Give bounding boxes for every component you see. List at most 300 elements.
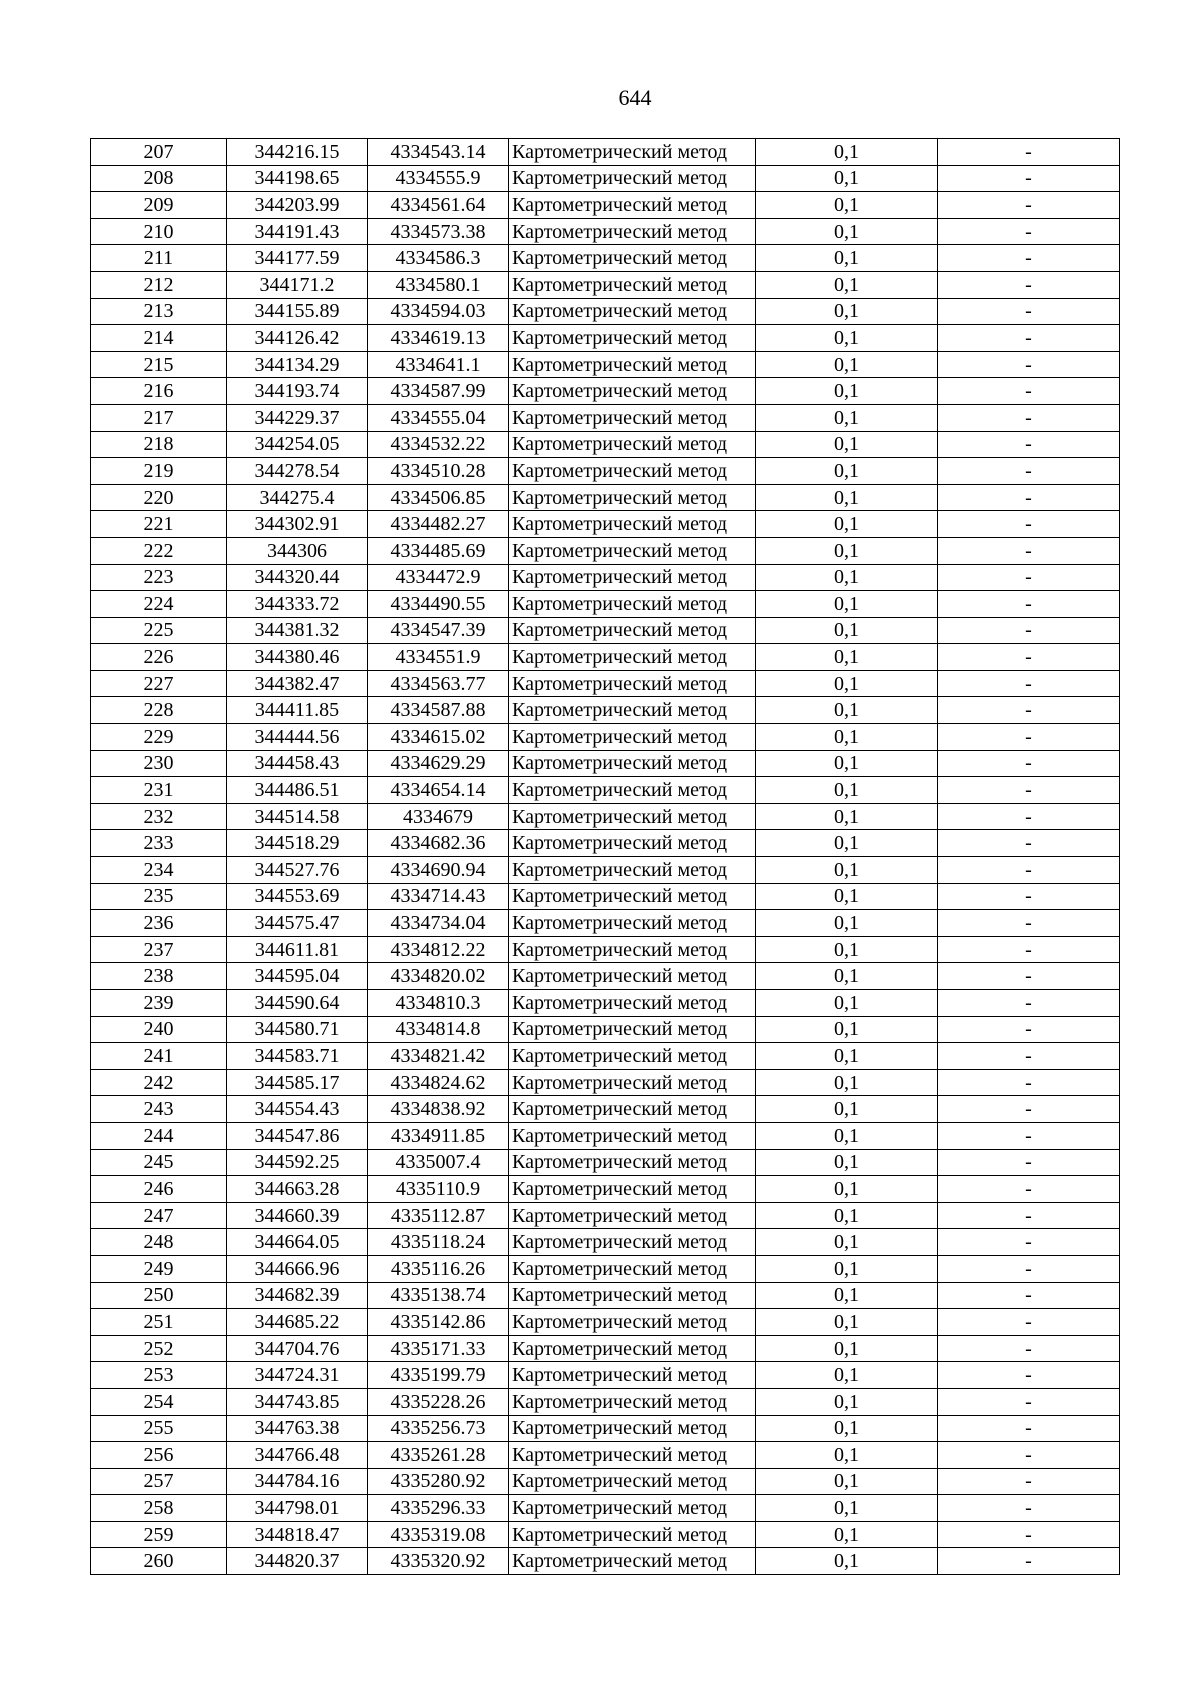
y-coordinate-cell: 4335116.26 <box>368 1255 509 1282</box>
point-number-cell: 244 <box>91 1122 227 1149</box>
x-coordinate-cell: 344663.28 <box>227 1176 368 1203</box>
y-coordinate-cell: 4335280.92 <box>368 1468 509 1495</box>
table-row <box>91 1468 1120 1495</box>
table-row <box>91 431 1120 458</box>
y-coordinate-cell: 4334641.1 <box>368 351 509 378</box>
method-cell: Картометрический метод <box>509 1309 756 1336</box>
point-number-cell: 208 <box>91 165 227 192</box>
point-number-cell: 260 <box>91 1548 227 1575</box>
method-cell: Картометрический метод <box>509 192 756 219</box>
note-cell: - <box>938 271 1120 298</box>
note-cell: - <box>938 1415 1120 1442</box>
method-cell: Картометрический метод <box>509 936 756 963</box>
accuracy-cell: 0,1 <box>756 1069 938 1096</box>
table-row <box>91 910 1120 937</box>
point-number-cell: 251 <box>91 1309 227 1336</box>
y-coordinate-cell: 4334472.9 <box>368 564 509 591</box>
method-cell: Картометрический метод <box>509 963 756 990</box>
table-row <box>91 1069 1120 1096</box>
accuracy-cell: 0,1 <box>756 1468 938 1495</box>
accuracy-cell: 0,1 <box>756 1176 938 1203</box>
table-row <box>91 1043 1120 1070</box>
table-row <box>91 1415 1120 1442</box>
point-number-cell: 215 <box>91 351 227 378</box>
y-coordinate-cell: 4334580.1 <box>368 271 509 298</box>
note-cell: - <box>938 431 1120 458</box>
x-coordinate-cell: 344203.99 <box>227 192 368 219</box>
x-coordinate-cell: 344275.4 <box>227 484 368 511</box>
x-coordinate-cell: 344155.89 <box>227 298 368 325</box>
y-coordinate-cell: 4334532.22 <box>368 431 509 458</box>
method-cell: Картометрический метод <box>509 1096 756 1123</box>
method-cell: Картометрический метод <box>509 1282 756 1309</box>
table-row <box>91 245 1120 272</box>
y-coordinate-cell: 4335320.92 <box>368 1548 509 1575</box>
table-row <box>91 750 1120 777</box>
point-number-cell: 222 <box>91 537 227 564</box>
note-cell: - <box>938 511 1120 538</box>
x-coordinate-cell: 344798.01 <box>227 1495 368 1522</box>
y-coordinate-cell: 4335007.4 <box>368 1149 509 1176</box>
accuracy-cell: 0,1 <box>756 298 938 325</box>
x-coordinate-cell: 344554.43 <box>227 1096 368 1123</box>
note-cell: - <box>938 1202 1120 1229</box>
note-cell: - <box>938 1069 1120 1096</box>
x-coordinate-cell: 344704.76 <box>227 1335 368 1362</box>
accuracy-cell: 0,1 <box>756 803 938 830</box>
accuracy-cell: 0,1 <box>756 139 938 166</box>
note-cell: - <box>938 697 1120 724</box>
y-coordinate-cell: 4334619.13 <box>368 325 509 352</box>
method-cell: Картометрический метод <box>509 1202 756 1229</box>
point-number-cell: 212 <box>91 271 227 298</box>
method-cell: Картометрический метод <box>509 1122 756 1149</box>
y-coordinate-cell: 4335138.74 <box>368 1282 509 1309</box>
method-cell: Картометрический метод <box>509 644 756 671</box>
note-cell: - <box>938 298 1120 325</box>
method-cell: Картометрический метод <box>509 1495 756 1522</box>
point-number-cell: 209 <box>91 192 227 219</box>
table-row <box>91 1521 1120 1548</box>
note-cell: - <box>938 1096 1120 1123</box>
x-coordinate-cell: 344198.65 <box>227 165 368 192</box>
accuracy-cell: 0,1 <box>756 351 938 378</box>
y-coordinate-cell: 4334629.29 <box>368 750 509 777</box>
accuracy-cell: 0,1 <box>756 883 938 910</box>
note-cell: - <box>938 857 1120 884</box>
y-coordinate-cell: 4334543.14 <box>368 139 509 166</box>
x-coordinate-cell: 344592.25 <box>227 1149 368 1176</box>
x-coordinate-cell: 344611.81 <box>227 936 368 963</box>
x-coordinate-cell: 344585.17 <box>227 1069 368 1096</box>
method-cell: Картометрический метод <box>509 139 756 166</box>
point-number-cell: 228 <box>91 697 227 724</box>
table-row <box>91 564 1120 591</box>
y-coordinate-cell: 4334911.85 <box>368 1122 509 1149</box>
note-cell: - <box>938 1255 1120 1282</box>
note-cell: - <box>938 803 1120 830</box>
method-cell: Картометрический метод <box>509 564 756 591</box>
method-cell: Картометрический метод <box>509 165 756 192</box>
note-cell: - <box>938 1149 1120 1176</box>
y-coordinate-cell: 4334586.3 <box>368 245 509 272</box>
method-cell: Картометрический метод <box>509 1016 756 1043</box>
y-coordinate-cell: 4335319.08 <box>368 1521 509 1548</box>
accuracy-cell: 0,1 <box>756 431 938 458</box>
table-row <box>91 883 1120 910</box>
method-cell: Картометрический метод <box>509 857 756 884</box>
x-coordinate-cell: 344660.39 <box>227 1202 368 1229</box>
x-coordinate-cell: 344595.04 <box>227 963 368 990</box>
table-row <box>91 139 1120 166</box>
note-cell: - <box>938 1043 1120 1070</box>
point-number-cell: 252 <box>91 1335 227 1362</box>
accuracy-cell: 0,1 <box>756 936 938 963</box>
x-coordinate-cell: 344193.74 <box>227 378 368 405</box>
x-coordinate-cell: 344411.85 <box>227 697 368 724</box>
table-row <box>91 857 1120 884</box>
note-cell: - <box>938 218 1120 245</box>
point-number-cell: 226 <box>91 644 227 671</box>
accuracy-cell: 0,1 <box>756 1255 938 1282</box>
accuracy-cell: 0,1 <box>756 1149 938 1176</box>
accuracy-cell: 0,1 <box>756 564 938 591</box>
method-cell: Картометрический метод <box>509 883 756 910</box>
y-coordinate-cell: 4334814.8 <box>368 1016 509 1043</box>
accuracy-cell: 0,1 <box>756 777 938 804</box>
method-cell: Картометрический метод <box>509 910 756 937</box>
accuracy-cell: 0,1 <box>756 404 938 431</box>
note-cell: - <box>938 351 1120 378</box>
x-coordinate-cell: 344302.91 <box>227 511 368 538</box>
method-cell: Картометрический метод <box>509 617 756 644</box>
point-number-cell: 211 <box>91 245 227 272</box>
point-number-cell: 210 <box>91 218 227 245</box>
y-coordinate-cell: 4334490.55 <box>368 591 509 618</box>
accuracy-cell: 0,1 <box>756 537 938 564</box>
point-number-cell: 257 <box>91 1468 227 1495</box>
accuracy-cell: 0,1 <box>756 271 938 298</box>
x-coordinate-cell: 344580.71 <box>227 1016 368 1043</box>
method-cell: Картометрический метод <box>509 803 756 830</box>
table-row <box>91 1122 1120 1149</box>
x-coordinate-cell: 344818.47 <box>227 1521 368 1548</box>
y-coordinate-cell: 4335171.33 <box>368 1335 509 1362</box>
x-coordinate-cell: 344743.85 <box>227 1388 368 1415</box>
method-cell: Картометрический метод <box>509 1335 756 1362</box>
x-coordinate-cell: 344766.48 <box>227 1442 368 1469</box>
y-coordinate-cell: 4334615.02 <box>368 724 509 751</box>
accuracy-cell: 0,1 <box>756 724 938 751</box>
point-number-cell: 234 <box>91 857 227 884</box>
y-coordinate-cell: 4334812.22 <box>368 936 509 963</box>
note-cell: - <box>938 1016 1120 1043</box>
point-number-cell: 242 <box>91 1069 227 1096</box>
y-coordinate-cell: 4334679 <box>368 803 509 830</box>
note-cell: - <box>938 1176 1120 1203</box>
note-cell: - <box>938 883 1120 910</box>
x-coordinate-cell: 344724.31 <box>227 1362 368 1389</box>
y-coordinate-cell: 4334838.92 <box>368 1096 509 1123</box>
x-coordinate-cell: 344547.86 <box>227 1122 368 1149</box>
point-number-cell: 224 <box>91 591 227 618</box>
point-number-cell: 237 <box>91 936 227 963</box>
note-cell: - <box>938 670 1120 697</box>
x-coordinate-cell: 344444.56 <box>227 724 368 751</box>
note-cell: - <box>938 165 1120 192</box>
point-number-cell: 239 <box>91 990 227 1017</box>
table-row <box>91 537 1120 564</box>
x-coordinate-cell: 344553.69 <box>227 883 368 910</box>
table-row <box>91 1495 1120 1522</box>
note-cell: - <box>938 777 1120 804</box>
x-coordinate-cell: 344518.29 <box>227 830 368 857</box>
coordinates-table <box>90 138 1120 1575</box>
y-coordinate-cell: 4334485.69 <box>368 537 509 564</box>
y-coordinate-cell: 4335228.26 <box>368 1388 509 1415</box>
table-row <box>91 511 1120 538</box>
point-number-cell: 232 <box>91 803 227 830</box>
point-number-cell: 221 <box>91 511 227 538</box>
note-cell: - <box>938 1495 1120 1522</box>
y-coordinate-cell: 4334482.27 <box>368 511 509 538</box>
y-coordinate-cell: 4335112.87 <box>368 1202 509 1229</box>
point-number-cell: 216 <box>91 378 227 405</box>
table-row <box>91 963 1120 990</box>
point-number-cell: 241 <box>91 1043 227 1070</box>
accuracy-cell: 0,1 <box>756 857 938 884</box>
accuracy-cell: 0,1 <box>756 1016 938 1043</box>
table-row <box>91 271 1120 298</box>
note-cell: - <box>938 564 1120 591</box>
x-coordinate-cell: 344575.47 <box>227 910 368 937</box>
accuracy-cell: 0,1 <box>756 830 938 857</box>
accuracy-cell: 0,1 <box>756 617 938 644</box>
table-row <box>91 1229 1120 1256</box>
accuracy-cell: 0,1 <box>756 1415 938 1442</box>
note-cell: - <box>938 1468 1120 1495</box>
method-cell: Картометрический метод <box>509 378 756 405</box>
note-cell: - <box>938 458 1120 485</box>
note-cell: - <box>938 990 1120 1017</box>
y-coordinate-cell: 4334734.04 <box>368 910 509 937</box>
point-number-cell: 236 <box>91 910 227 937</box>
method-cell: Картометрический метод <box>509 218 756 245</box>
table-row <box>91 165 1120 192</box>
method-cell: Картометрический метод <box>509 1229 756 1256</box>
point-number-cell: 253 <box>91 1362 227 1389</box>
note-cell: - <box>938 1548 1120 1575</box>
y-coordinate-cell: 4334714.43 <box>368 883 509 910</box>
method-cell: Картометрический метод <box>509 1069 756 1096</box>
x-coordinate-cell: 344458.43 <box>227 750 368 777</box>
point-number-cell: 235 <box>91 883 227 910</box>
y-coordinate-cell: 4334821.42 <box>368 1043 509 1070</box>
y-coordinate-cell: 4335261.28 <box>368 1442 509 1469</box>
method-cell: Картометрический метод <box>509 1362 756 1389</box>
note-cell: - <box>938 1282 1120 1309</box>
note-cell: - <box>938 1442 1120 1469</box>
accuracy-cell: 0,1 <box>756 1096 938 1123</box>
note-cell: - <box>938 1521 1120 1548</box>
y-coordinate-cell: 4334555.9 <box>368 165 509 192</box>
table-row <box>91 325 1120 352</box>
accuracy-cell: 0,1 <box>756 990 938 1017</box>
accuracy-cell: 0,1 <box>756 192 938 219</box>
point-number-cell: 246 <box>91 1176 227 1203</box>
accuracy-cell: 0,1 <box>756 1309 938 1336</box>
note-cell: - <box>938 139 1120 166</box>
note-cell: - <box>938 830 1120 857</box>
y-coordinate-cell: 4334810.3 <box>368 990 509 1017</box>
x-coordinate-cell: 344682.39 <box>227 1282 368 1309</box>
point-number-cell: 243 <box>91 1096 227 1123</box>
x-coordinate-cell: 344666.96 <box>227 1255 368 1282</box>
table-row <box>91 777 1120 804</box>
x-coordinate-cell: 344216.15 <box>227 139 368 166</box>
point-number-cell: 233 <box>91 830 227 857</box>
y-coordinate-cell: 4334547.39 <box>368 617 509 644</box>
method-cell: Картометрический метод <box>509 431 756 458</box>
accuracy-cell: 0,1 <box>756 1548 938 1575</box>
table-row <box>91 697 1120 724</box>
table-row <box>91 1282 1120 1309</box>
accuracy-cell: 0,1 <box>756 1521 938 1548</box>
method-cell: Картометрический метод <box>509 1521 756 1548</box>
method-cell: Картометрический метод <box>509 245 756 272</box>
method-cell: Картометрический метод <box>509 990 756 1017</box>
x-coordinate-cell: 344380.46 <box>227 644 368 671</box>
accuracy-cell: 0,1 <box>756 1495 938 1522</box>
table-row <box>91 1016 1120 1043</box>
note-cell: - <box>938 245 1120 272</box>
note-cell: - <box>938 1388 1120 1415</box>
method-cell: Картометрический метод <box>509 1548 756 1575</box>
accuracy-cell: 0,1 <box>756 1442 938 1469</box>
x-coordinate-cell: 344320.44 <box>227 564 368 591</box>
table-row <box>91 1442 1120 1469</box>
note-cell: - <box>938 192 1120 219</box>
x-coordinate-cell: 344177.59 <box>227 245 368 272</box>
accuracy-cell: 0,1 <box>756 1202 938 1229</box>
point-number-cell: 225 <box>91 617 227 644</box>
y-coordinate-cell: 4334594.03 <box>368 298 509 325</box>
point-number-cell: 231 <box>91 777 227 804</box>
page-number: 644 <box>618 85 652 110</box>
note-cell: - <box>938 724 1120 751</box>
table-row <box>91 192 1120 219</box>
point-number-cell: 229 <box>91 724 227 751</box>
method-cell: Картометрический метод <box>509 1468 756 1495</box>
y-coordinate-cell: 4334690.94 <box>368 857 509 884</box>
table-row <box>91 1548 1120 1575</box>
x-coordinate-cell: 344306 <box>227 537 368 564</box>
x-coordinate-cell: 344134.29 <box>227 351 368 378</box>
x-coordinate-cell: 344514.58 <box>227 803 368 830</box>
y-coordinate-cell: 4335118.24 <box>368 1229 509 1256</box>
y-coordinate-cell: 4335256.73 <box>368 1415 509 1442</box>
method-cell: Картометрический метод <box>509 1149 756 1176</box>
x-coordinate-cell: 344583.71 <box>227 1043 368 1070</box>
method-cell: Картометрический метод <box>509 351 756 378</box>
table-row <box>91 484 1120 511</box>
coordinates-table-body <box>91 139 1120 1575</box>
accuracy-cell: 0,1 <box>756 1282 938 1309</box>
accuracy-cell: 0,1 <box>756 591 938 618</box>
point-number-cell: 248 <box>91 1229 227 1256</box>
note-cell: - <box>938 404 1120 431</box>
point-number-cell: 207 <box>91 139 227 166</box>
y-coordinate-cell: 4335110.9 <box>368 1176 509 1203</box>
x-coordinate-cell: 344254.05 <box>227 431 368 458</box>
x-coordinate-cell: 344171.2 <box>227 271 368 298</box>
method-cell: Картометрический метод <box>509 484 756 511</box>
note-cell: - <box>938 325 1120 352</box>
method-cell: Картометрический метод <box>509 325 756 352</box>
method-cell: Картометрический метод <box>509 537 756 564</box>
table-row <box>91 1362 1120 1389</box>
y-coordinate-cell: 4334573.38 <box>368 218 509 245</box>
note-cell: - <box>938 936 1120 963</box>
table-row <box>91 1309 1120 1336</box>
note-cell: - <box>938 963 1120 990</box>
table-row <box>91 298 1120 325</box>
point-number-cell: 249 <box>91 1255 227 1282</box>
table-row <box>91 404 1120 431</box>
point-number-cell: 227 <box>91 670 227 697</box>
note-cell: - <box>938 591 1120 618</box>
method-cell: Картометрический метод <box>509 298 756 325</box>
table-row <box>91 617 1120 644</box>
table-row <box>91 990 1120 1017</box>
method-cell: Картометрический метод <box>509 1176 756 1203</box>
table-row <box>91 830 1120 857</box>
y-coordinate-cell: 4334654.14 <box>368 777 509 804</box>
x-coordinate-cell: 344381.32 <box>227 617 368 644</box>
method-cell: Картометрический метод <box>509 1415 756 1442</box>
method-cell: Картометрический метод <box>509 591 756 618</box>
accuracy-cell: 0,1 <box>756 1362 938 1389</box>
x-coordinate-cell: 344590.64 <box>227 990 368 1017</box>
method-cell: Картометрический метод <box>509 1388 756 1415</box>
x-coordinate-cell: 344382.47 <box>227 670 368 697</box>
x-coordinate-cell: 344664.05 <box>227 1229 368 1256</box>
point-number-cell: 259 <box>91 1521 227 1548</box>
method-cell: Картометрический метод <box>509 777 756 804</box>
note-cell: - <box>938 644 1120 671</box>
x-coordinate-cell: 344333.72 <box>227 591 368 618</box>
table-row <box>91 1149 1120 1176</box>
method-cell: Картометрический метод <box>509 697 756 724</box>
point-number-cell: 214 <box>91 325 227 352</box>
accuracy-cell: 0,1 <box>756 1388 938 1415</box>
y-coordinate-cell: 4334682.36 <box>368 830 509 857</box>
note-cell: - <box>938 1335 1120 1362</box>
x-coordinate-cell: 344685.22 <box>227 1309 368 1336</box>
accuracy-cell: 0,1 <box>756 910 938 937</box>
x-coordinate-cell: 344278.54 <box>227 458 368 485</box>
point-number-cell: 240 <box>91 1016 227 1043</box>
note-cell: - <box>938 750 1120 777</box>
point-number-cell: 258 <box>91 1495 227 1522</box>
y-coordinate-cell: 4334587.99 <box>368 378 509 405</box>
x-coordinate-cell: 344486.51 <box>227 777 368 804</box>
method-cell: Картометрический метод <box>509 830 756 857</box>
point-number-cell: 223 <box>91 564 227 591</box>
y-coordinate-cell: 4335199.79 <box>368 1362 509 1389</box>
note-cell: - <box>938 910 1120 937</box>
point-number-cell: 230 <box>91 750 227 777</box>
